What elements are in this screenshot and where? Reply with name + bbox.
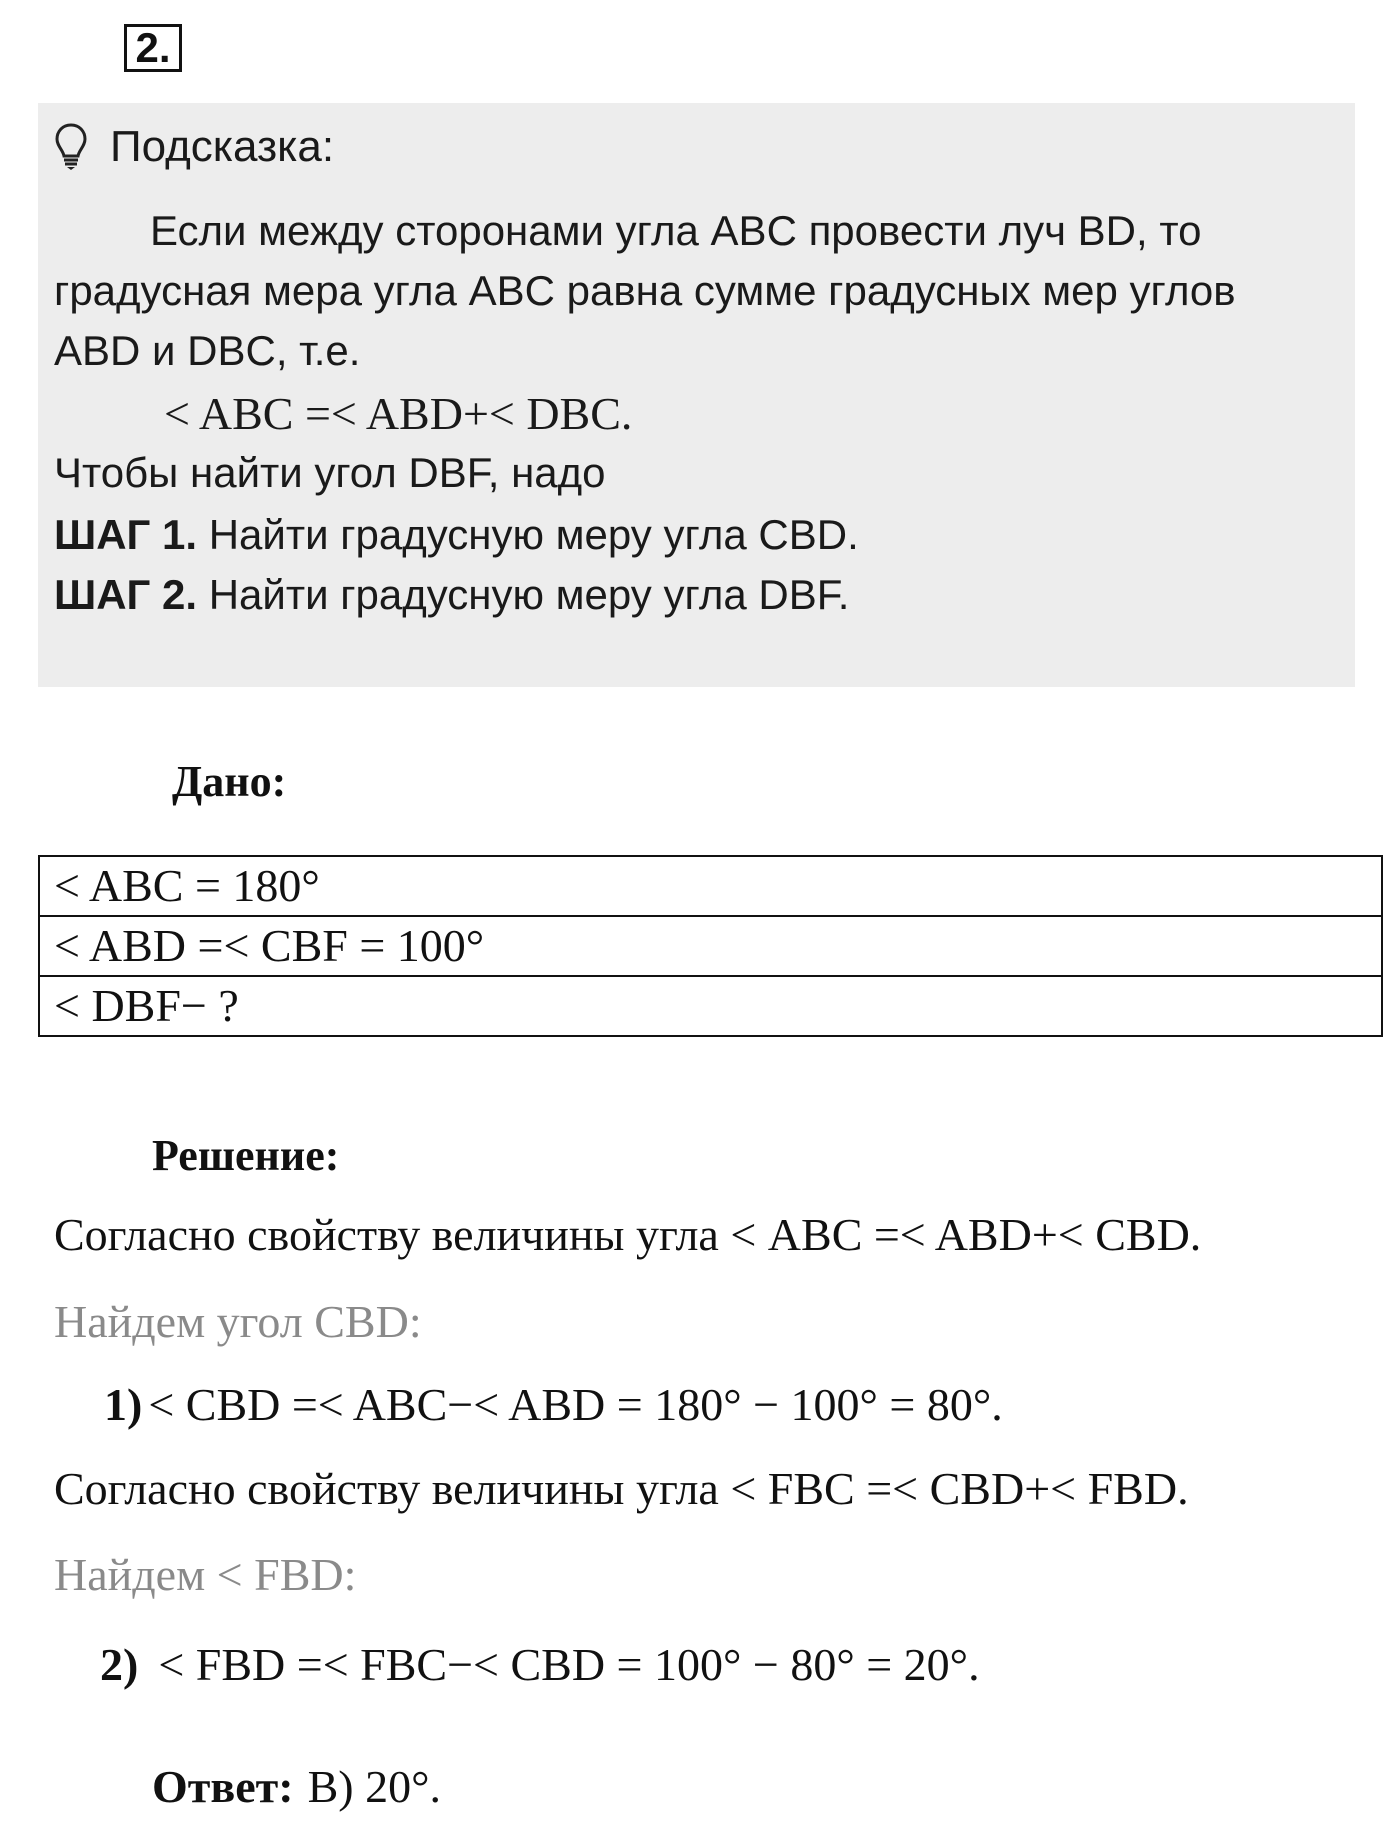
- given-cell: < DBF− ?: [39, 976, 1382, 1036]
- given-row: [39, 976, 1382, 1036]
- step-formula: < FBD =< FBC−< CBD = 100° − 80° = 20°.: [158, 1639, 980, 1690]
- given-title: Дано:: [172, 757, 287, 806]
- hint-paragraph-line: Если между сторонами угла ABC провести луч BD, то: [150, 207, 1202, 254]
- hint-step-2: [54, 571, 849, 619]
- hint-formula: < ABC =< ABD+< DBC.: [164, 388, 633, 439]
- find-fbd-label: Найдем < FBD:: [54, 1549, 357, 1600]
- step-number: 2): [100, 1639, 139, 1690]
- hint-title: Подсказка:: [110, 122, 335, 171]
- hint-lead: Чтобы найти угол DBF, надо: [54, 449, 606, 496]
- solution-line-2: Согласно свойству величины угла < FBC =< CBD+< FBD.: [54, 1463, 1189, 1514]
- hint-step-label: ШАГ 1.: [54, 511, 198, 558]
- given-cell: < ABD =< CBF = 100°: [39, 916, 1382, 976]
- hint-box: [38, 103, 1355, 687]
- given-cell: < ABC = 180°: [39, 856, 1382, 916]
- hint-paragraph-line: ABD и DBC, т.е.: [54, 327, 361, 374]
- find-cbd-label: Найдем угол CBD:: [54, 1296, 422, 1347]
- answer-value: В) 20°.: [307, 1761, 441, 1812]
- hint-paragraph-line: градусная мера угла ABC равна сумме градусных мер углов: [54, 267, 1236, 314]
- given-row: [39, 916, 1382, 976]
- lightbulb-icon: [54, 122, 88, 172]
- solution-title: Решение:: [152, 1131, 340, 1180]
- problem-number: 2.: [124, 24, 182, 72]
- given-row: [39, 856, 1382, 916]
- answer-label: Ответ:: [152, 1761, 294, 1812]
- step-formula: < CBD =< ABC−< ABD = 180° − 100° = 80°.: [148, 1379, 1003, 1430]
- answer: [152, 1760, 441, 1813]
- solution-step-1: [104, 1378, 1003, 1431]
- hint-step-label: ШАГ 2.: [54, 571, 198, 618]
- solution-step-2: [100, 1638, 980, 1691]
- hint-step-text: Найти градусную меру угла DBF.: [208, 571, 850, 618]
- hint-step-1: [54, 511, 859, 559]
- hint-step-text: Найти градусную меру угла CBD.: [208, 511, 859, 558]
- given-table: [38, 855, 1383, 1037]
- step-number: 1): [104, 1379, 143, 1430]
- hint-heading: [54, 117, 334, 177]
- solution-line-1: Согласно свойству величины угла < ABC =< ABD+< CBD.: [54, 1209, 1202, 1260]
